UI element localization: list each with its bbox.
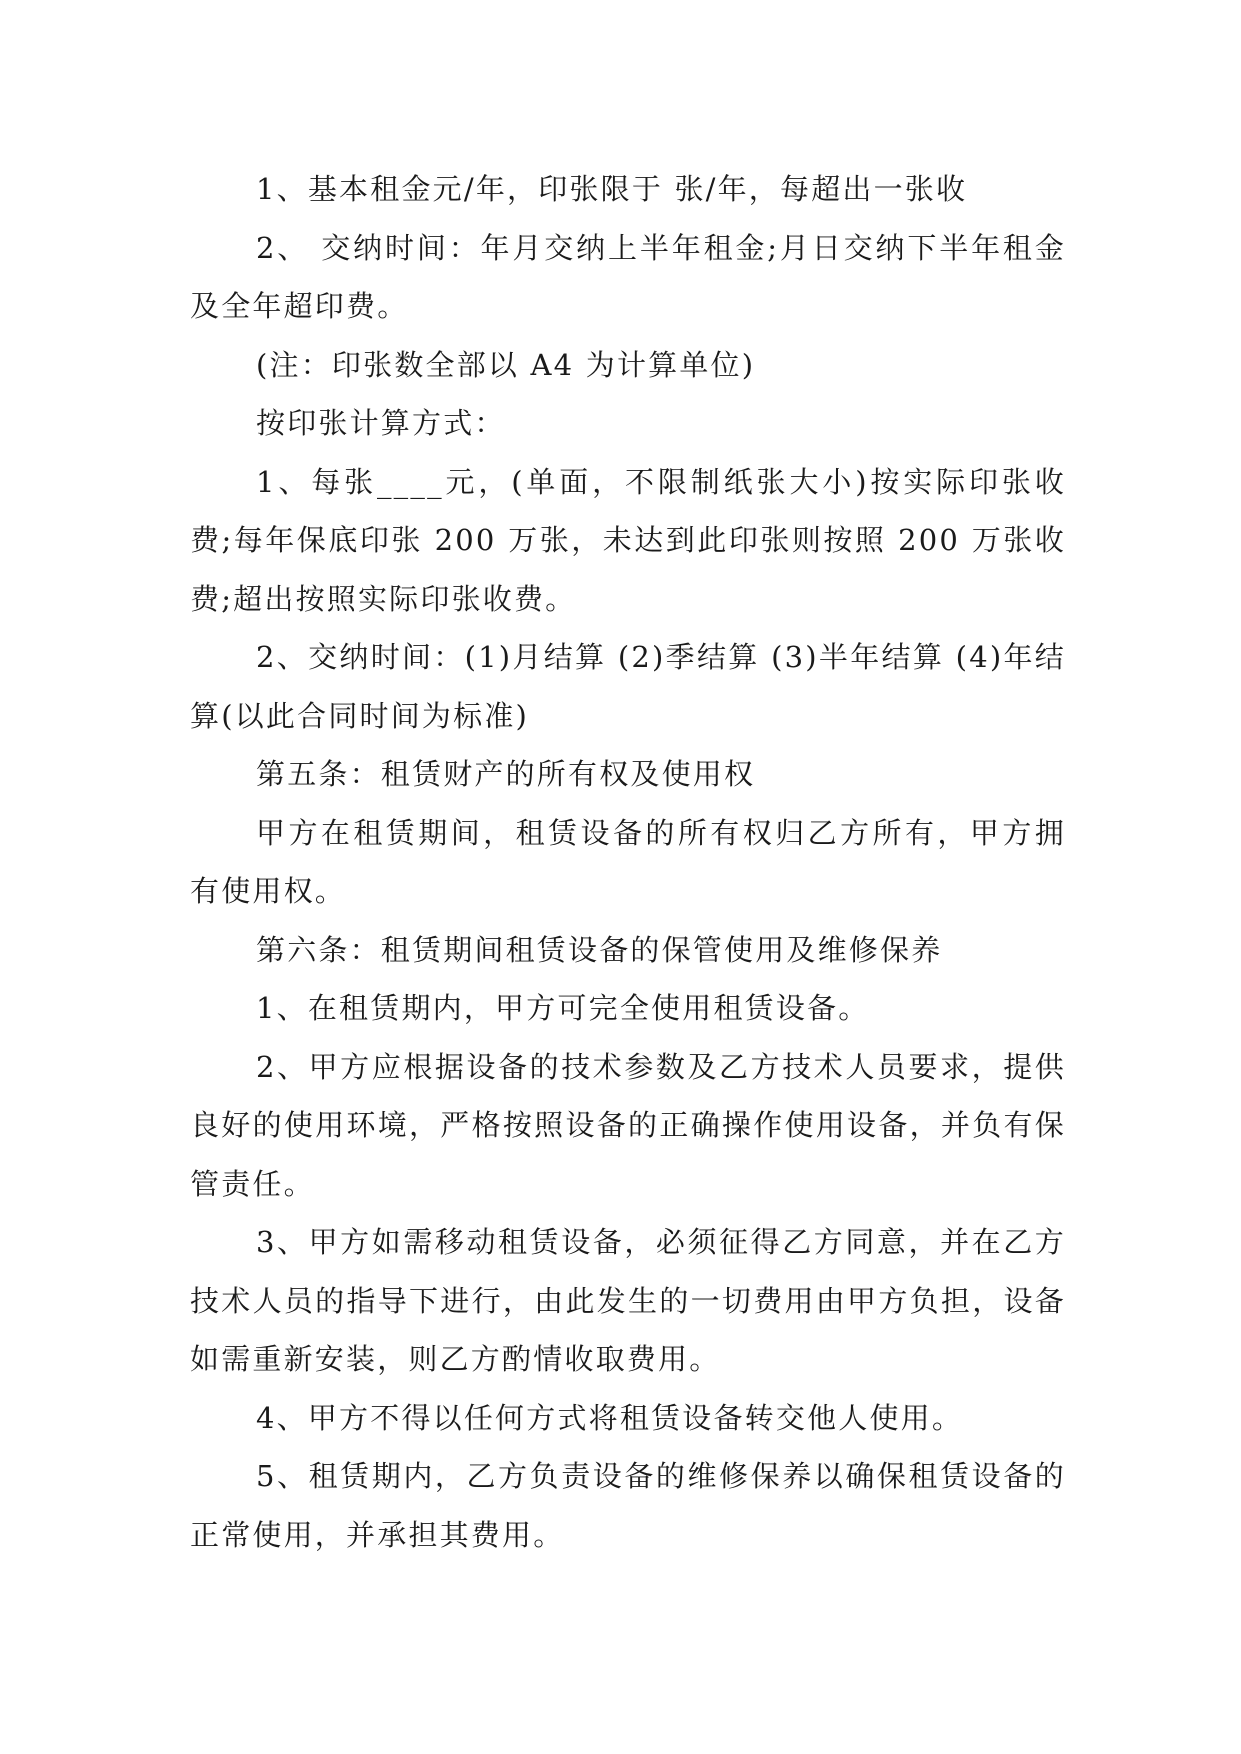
- paragraph-maintenance: 5、租赁期内，乙方负责设备的维修保养以确保租赁设备的正常使用，并承担其费用。: [190, 1459, 1066, 1552]
- paragraph-full-use: 1、在租赁期内，甲方可完全使用租赁设备。: [256, 991, 870, 1025]
- document-body: [190, 160, 1066, 1564]
- heading-article-5: 第五条：租赁财产的所有权及使用权: [256, 757, 756, 791]
- paragraph-payment-time: 2、 交纳时间：年月交纳上半年租金;月日交纳下半年租金及全年超印费。: [190, 230, 1066, 323]
- paragraph-basic-rent: 1、基本租金元/年，印张限于 张/年，每超出一张收: [256, 172, 968, 206]
- paragraph-environment: 2、甲方应根据设备的技术参数及乙方技术人员要求，提供良好的使用环境，严格按照设备的正确操作使用设备，并负有保管责任。: [190, 1049, 1066, 1201]
- paragraph-relocation: 3、甲方如需移动租赁设备，必须征得乙方同意，并在乙方技术人员的指导下进行，由此发生的一切费用由甲方负担，设备如需重新安装，则乙方酌情收取费用。: [190, 1225, 1066, 1376]
- paragraph-per-sheet-price: 1、每张____元，(单面，不限制纸张大小)按实际印张收费;每年保底印张 200 万张，未达到此印张则按照 200 万张收费;超出按照实际印张收费。: [190, 464, 1066, 616]
- paragraph-settlement-period: 2、交纳时间：(1)月结算 (2)季结算 (3)半年结算 (4)年结算(以此合同时间为标准): [190, 640, 1066, 733]
- paragraph-per-sheet-method: 按印张计算方式：: [256, 406, 506, 440]
- paragraph-no-transfer: 4、甲方不得以任何方式将租赁设备转交他人使用。: [256, 1400, 964, 1435]
- paragraph-ownership: 甲方在租赁期间，租赁设备的所有权归乙方所有，甲方拥有使用权。: [190, 815, 1066, 908]
- paragraph-note-a4: (注：印张数全部以 A4 为计算单位): [256, 347, 756, 382]
- heading-article-6: 第六条：租赁期间租赁设备的保管使用及维修保养: [256, 932, 943, 967]
